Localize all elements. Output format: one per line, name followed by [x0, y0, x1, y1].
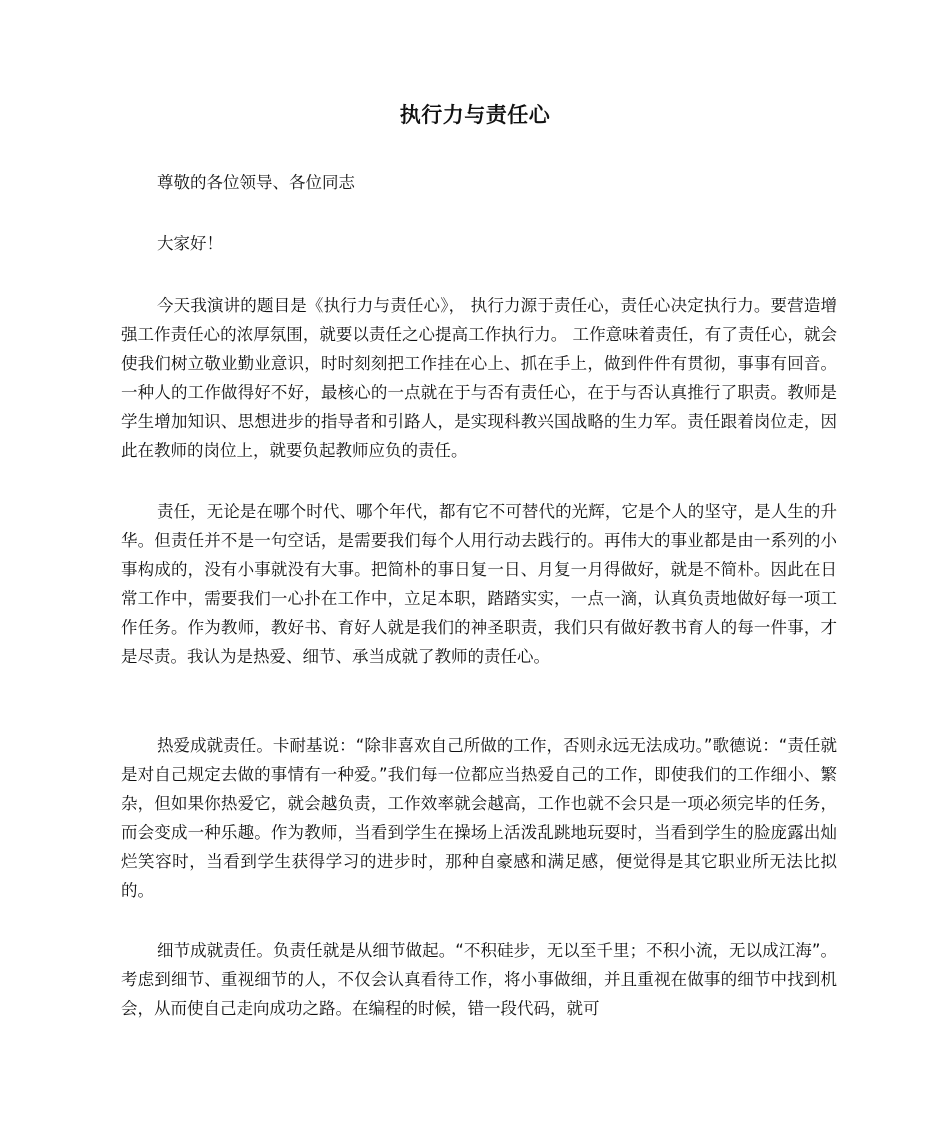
- responsibility-paragraph: 责任，无论是在哪个时代、哪个年代，都有它不可替代的光辉，它是个人的坚守，是人生的升华。但责任并不是一句空话，是需要我们每个人用行动去践行的。再伟大的事业都是由一系列的小事构成的，没有小事就没有大事。把简朴的事日复一日、月复一月得做好，就是不简朴。因此在日常工作中，需要我们一心扑在工作中，立足本职，踏踏实实，一点一滴，认真负责地做好每一项工作任务。作为教师，教好书、育好人就是我们的神圣职责，我们只有做好教书育人的每一件事，才是尽责。我认为是热爱、细节、承当成就了教师的责任心。: [121, 502, 837, 666]
- detail-paragraph: 细节成就责任。负责任就是从细节做起。“不积硅步，无以至千里；不积小流，无以成江海”。 考虑到细节、重视细节的人，不仅会认真看待工作，将小事做细，并且重视在做事的细节中找到机会，从而使自己走向成功之路。在编程的时候，错一段代码，就可: [121, 941, 837, 1018]
- intro-paragraph: 今天我演讲的题目是《执行力与责任心》， 执行力源于责任心，责任心决定执行力。要营造增强工作责任心的浓厚氛围，就要以责任之心提高工作执行力。 工作意味着责任，有了责任心，就会使我们树立敬业勤业意识，时时刻刻把工作挂在心上、抓在手上，做到件件有贯彻，事事有回音。一种人的工作做得好不好，最核心的一点就在于与否有责任心，在于与否认真推行了职责。教师是学生增加知识、思想进步的指导者和引路人，是实现科教兴国战略的生力军。责任跟着岗位走，因此在教师的岗位上，就要负起教师应负的责任。: [121, 296, 837, 460]
- document-title: 执行力与责任心: [399, 103, 551, 127]
- greeting-paragraph: 大家好！: [157, 234, 223, 253]
- salutation-paragraph: 尊敬的各位领导、各位同志: [157, 173, 355, 192]
- love-paragraph: 热爱成就责任。卡耐基说：“除非喜欢自己所做的工作，否则永远无法成功。”歌德说：“责任就是对自己规定去做的事情有一种爱。”我们每一位都应当热爱自己的工作，即使我们的工作细小、繁杂，但如果你热爱它，就会越负责，工作效率就会越高，工作也就不会只是一项必须完毕的任务，而会变成一种乐趣。作为教师，当看到学生在操场上活泼乱跳地玩耍时，当看到学生的脸庞露出灿烂笑容时，当看到学生获得学习的进步时，那种自豪感和满足感，便觉得是其它职业所无法比拟的。: [121, 736, 837, 900]
